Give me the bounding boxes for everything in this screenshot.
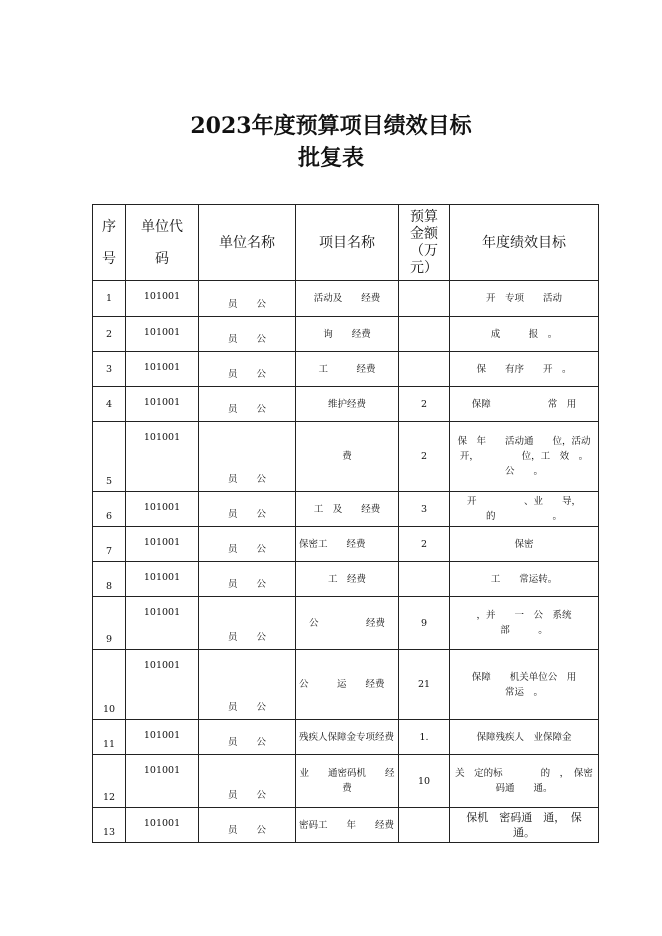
cell-goal: 保 年 活动通 位，活动 开， 位，工 效 。公 。 [450,422,599,492]
cell-goal: ，并 一 公 系统 部 。 [450,597,599,650]
cell-goal: 保障 机关单位公 用 常运 。 [450,650,599,720]
cell-seq: 1 [93,281,126,317]
performance-goal-table [92,204,626,843]
cell-goal: 保机 密码通 通， 保 通。 [450,808,599,843]
cell-project-name: 保密工 经费 [296,527,399,562]
cell-unit-code: 101001 [126,755,199,808]
cell-amount: 1. [399,720,450,755]
cell-goal: 开 专项 活动 [450,281,599,317]
cell-project-name: 费 [296,422,399,492]
cell-seq: 6 [93,492,126,527]
table-row [93,562,599,597]
cell-goal: 开 、业 导，的 。 [450,492,599,527]
cell-amount [399,281,450,317]
cell-goal: 保障 常 用 [450,387,599,422]
cell-amount: 2 [399,387,450,422]
cell-amount [399,352,450,387]
table-row [93,597,599,650]
cell-unit-name: 员 公 [199,808,296,843]
cell-project-name: 公 运 经费 [296,650,399,720]
cell-amount: 9 [399,597,450,650]
table-header-row [93,205,599,281]
table-row [93,281,599,317]
cell-seq: 3 [93,352,126,387]
cell-seq: 2 [93,317,126,352]
cell-seq: 4 [93,387,126,422]
cell-seq: 12 [93,755,126,808]
cell-unit-name: 员 公 [199,527,296,562]
cell-goal: 保障残疾人 业保障金 [450,720,599,755]
cell-unit-name: 员 公 [199,562,296,597]
cell-seq: 13 [93,808,126,843]
cell-project-name: 残疾人保障金专项经费 [296,720,399,755]
cell-unit-code: 101001 [126,527,199,562]
cell-seq: 8 [93,562,126,597]
cell-unit-code: 101001 [126,597,199,650]
cell-amount [399,808,450,843]
cell-unit-code: 101001 [126,422,199,492]
cell-unit-code: 101001 [126,650,199,720]
cell-unit-code: 101001 [126,720,199,755]
cell-unit-code: 101001 [126,808,199,843]
cell-amount: 21 [399,650,450,720]
cell-unit-name: 员 公 [199,597,296,650]
cell-unit-code: 101001 [126,562,199,597]
cell-goal: 工 常运转。 [450,562,599,597]
cell-amount: 3 [399,492,450,527]
cell-unit-name: 员 公 [199,492,296,527]
cell-amount: 2 [399,422,450,492]
cell-unit-code: 101001 [126,281,199,317]
table-row [93,720,599,755]
cell-project-name: 活动及 经费 [296,281,399,317]
cell-seq: 10 [93,650,126,720]
cell-unit-name: 员 公 [199,352,296,387]
page-title: 2023年度预算项目绩效目标 [190,113,472,139]
cell-unit-code: 101001 [126,317,199,352]
cell-project-name: 公 经费 [296,597,399,650]
cell-project-name: 工 经费 [296,562,399,597]
cell-goal: 保 有序 开 。 [450,352,599,387]
cell-unit-name: 员 公 [199,281,296,317]
table-row [93,352,599,387]
cell-unit-name: 员 公 [199,317,296,352]
cell-unit-name: 员 公 [199,387,296,422]
cell-unit-code: 101001 [126,352,199,387]
cell-goal: 成 报 。 [450,317,599,352]
cell-seq: 5 [93,422,126,492]
header-code: 单位代 码 [126,205,199,281]
table-row [93,492,599,527]
cell-project-name: 业 通密码机 经费 [296,755,399,808]
cell-goal: 保密 [450,527,599,562]
header-project: 项目名称 [296,205,399,281]
table-row [93,755,599,808]
header-name: 单位名称 [199,205,296,281]
header-amount: 预算 金额 （万 元） [399,205,450,281]
cell-amount [399,317,450,352]
cell-project-name: 工 及 经费 [296,492,399,527]
cell-unit-code: 101001 [126,387,199,422]
cell-project-name: 维护经费 [296,387,399,422]
cell-seq: 7 [93,527,126,562]
cell-unit-name: 员 公 [199,755,296,808]
cell-seq: 11 [93,720,126,755]
table-row [93,387,599,422]
cell-amount: 2 [399,527,450,562]
header-seq: 序 号 [93,205,126,281]
cell-project-name: 工 经费 [296,352,399,387]
table-row [93,422,599,492]
header-goal: 年度绩效目标 [450,205,599,281]
cell-unit-name: 员 公 [199,720,296,755]
cell-amount [399,562,450,597]
cell-amount: 10 [399,755,450,808]
table-row [93,808,599,843]
table-row [93,317,599,352]
cell-project-name: 询 经费 [296,317,399,352]
cell-unit-code: 101001 [126,492,199,527]
cell-unit-name: 员 公 [199,650,296,720]
table-row [93,650,599,720]
cell-unit-name: 员 公 [199,422,296,492]
page-subtitle: 批复表 [297,145,364,171]
cell-seq: 9 [93,597,126,650]
cell-goal: 关 定的标 的 ， 保密码通 通。 [450,755,599,808]
table-row [93,527,599,562]
cell-project-name: 密码工 年 经费 [296,808,399,843]
